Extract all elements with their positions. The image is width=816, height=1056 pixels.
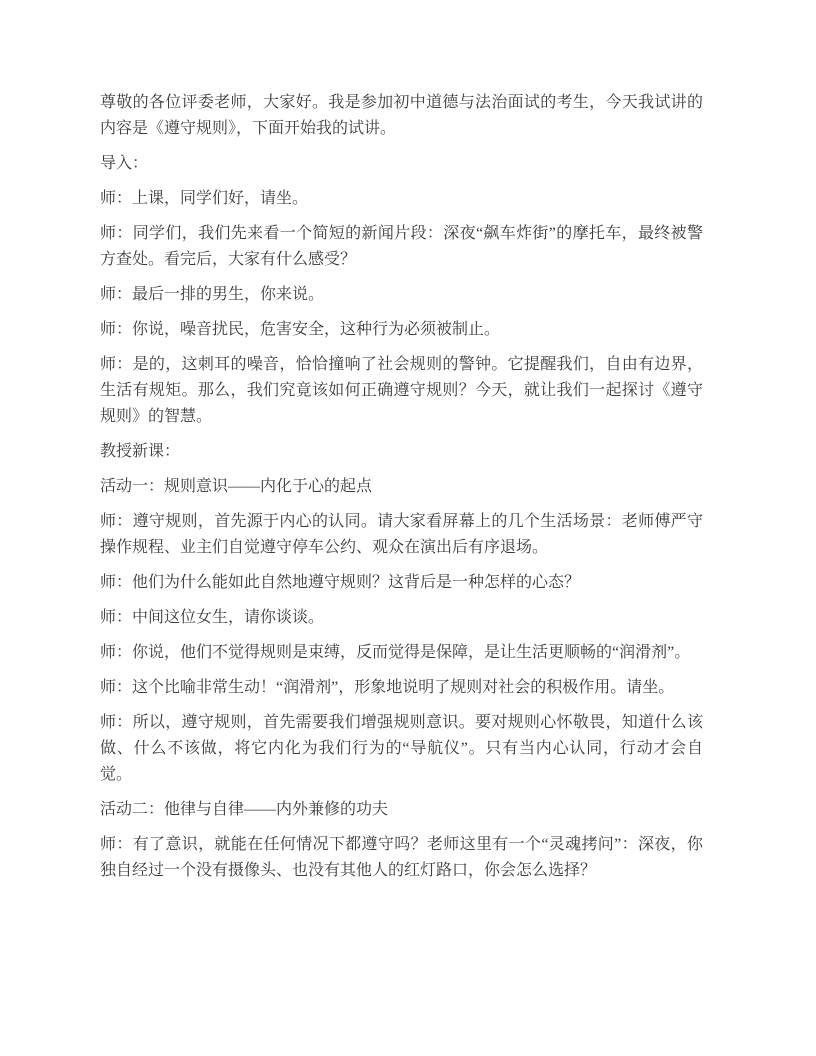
paragraph-teacher-line: 师：是的，这刺耳的噪音，恰恰撞响了社会规则的警钟。它提醒我们，自由有边界，生活有规矩。那么，我们究竟该如何正确遵守规则？今天，就让我们一起探讨《遵守规则》的智慧。 xyxy=(100,356,703,425)
paragraph-teacher-line: 师：上课，同学们好，请坐。 xyxy=(100,190,309,207)
paragraph-teacher-line: 师：所以，遵守规则，首先需要我们增强规则意识。要对规则心怀敬畏，知道什么该做、什么不该做，将它内化为我们行为的“导航仪”。只有当内心认同，行动才会自觉。 xyxy=(100,714,703,783)
paragraph-teacher-line: 师：你说，噪音扰民，危害安全，这种行为必须被制止。 xyxy=(100,321,501,338)
section-label-intro: 导入： xyxy=(100,155,149,172)
paragraph-teacher-line: 师：同学们，我们先来看一个简短的新闻片段：深夜“飙车炸街”的摩托车，最终被警方查处。看完后，大家有什么感受？ xyxy=(100,225,703,268)
section-label-activity-2: 活动二：他律与自律——内外兼修的功夫 xyxy=(100,801,389,818)
section-label-activity-1: 活动一：规则意识——内化于心的起点 xyxy=(100,478,373,495)
paragraph-teacher-line: 师：中间这位女生，请你谈谈。 xyxy=(100,609,325,626)
paragraph-greeting: 尊敬的各位评委老师，大家好。我是参加初中道德与法治面试的考生，今天我试讲的内容是《遵守规则》，下面开始我的试讲。 xyxy=(100,94,703,137)
paragraph-teacher-line: 师：这个比喻非常生动！“润滑剂”，形象地说明了规则对社会的积极作用。请坐。 xyxy=(100,679,675,696)
paragraph-teacher-line: 师：有了意识，就能在任何情况下都遵守吗？老师这里有一个“灵魂拷问”：深夜，你独自经过一个没有摄像头、也没有其他人的红灯路口，你会怎么选择？ xyxy=(100,836,703,879)
paragraph-teacher-line: 师：他们为什么能如此自然地遵守规则？这背后是一种怎样的心态？ xyxy=(100,574,581,591)
paragraph-teacher-line: 师：遵守规则，首先源于内心的认同。请大家看屏幕上的几个生活场景：老师傅严守操作规程、业主们自觉遵守停车公约、观众在演出后有序退场。 xyxy=(100,513,703,556)
paragraph-teacher-line: 师：你说，他们不觉得规则是束缚，反而觉得是保障，是让生活更顺畅的“润滑剂”。 xyxy=(100,644,691,661)
paragraph-teacher-line: 师：最后一排的男生，你来说。 xyxy=(100,286,325,303)
section-label-new-lesson: 教授新课： xyxy=(100,443,181,460)
